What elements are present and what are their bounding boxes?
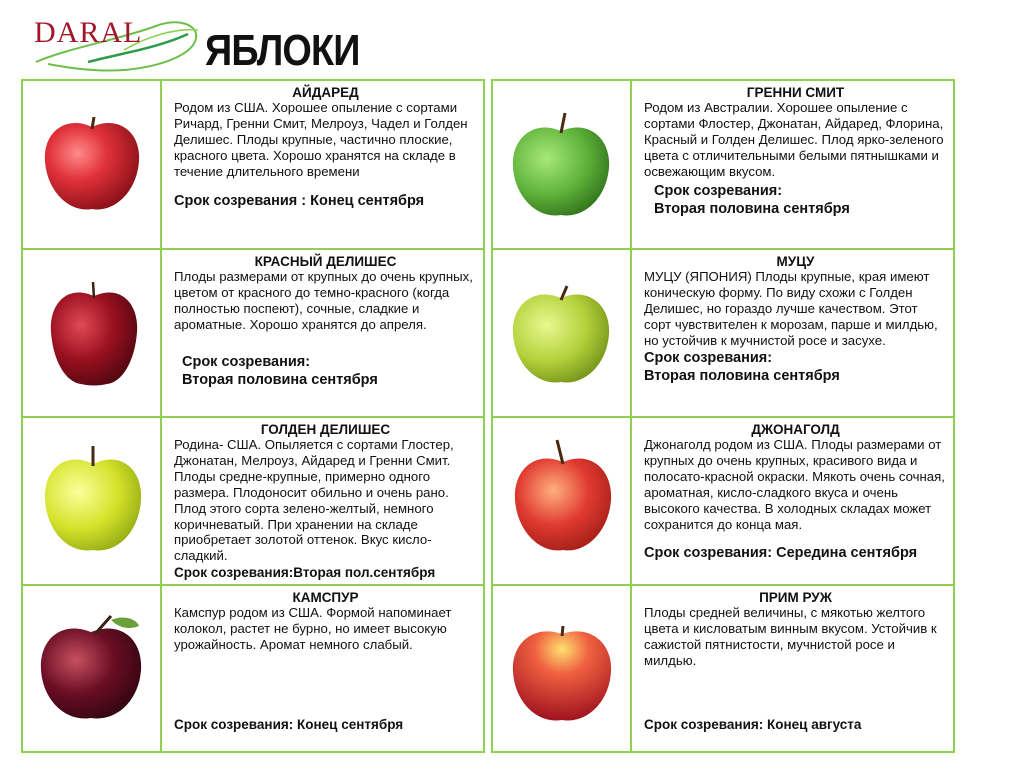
variety-text <box>164 250 483 416</box>
ripening-period: Срок созревания: <box>182 353 311 370</box>
ripening-period-detail: Вторая половина сентября <box>644 367 840 384</box>
red-delicious-apple-image <box>39 276 149 394</box>
variety-name: МУЦУ <box>776 254 815 269</box>
ripening-period-detail: Вторая половина сентября <box>654 200 850 217</box>
variety-card-red-delicious <box>23 250 483 416</box>
brand-logo <box>28 10 203 76</box>
variety-text <box>634 250 953 416</box>
variety-card-jonagold <box>493 418 953 584</box>
ripening-period: Срок созревания: <box>644 349 773 366</box>
logo-wordmark: DARAL <box>34 16 143 49</box>
variety-description: Плоды размерами от крупных до очень крупных, цветом от красного до темно-красного (когда полностью поспеют), сочные, сладкие и ароматные. Хорошо хранятся до апреля. <box>174 269 473 332</box>
variety-description: Родом из Австралии. Хорошее опыление с сортами Флостер, Джонатан, Айдаред, Флорина, Красный и Голден Делишес. Плод ярко-зеленого цвета с отличительными белыми пятнышками и освежающим вкусом. <box>644 100 944 179</box>
variety-card-granny-smith <box>493 81 953 248</box>
variety-text <box>164 418 483 584</box>
variety-name: КРАСНЫЙ ДЕЛИШЕС <box>254 254 397 269</box>
variety-description: МУЦУ (ЯПОНИЯ) Плоды крупные, края имеют коническую форму. По виду схожи с Голден Делишес, но гораздо лучше качеством. Этот сорт чувствителен к морозам, парше и милдью, но устойчив к мучнистой росе и засухе. <box>644 269 938 348</box>
variety-description: Джонаголд родом из США. Плоды размерами от крупных до очень крупных, красивого вида и полосато-красной окраски. Мякоть очень сочная, ароматная, кисло-сладкого вкуса и очень высокого качества. В холодных складах может сохранится до конца мая. <box>644 437 945 532</box>
camspur-apple-image <box>33 612 151 730</box>
apple-image-cell <box>23 250 162 416</box>
variety-name: АЙДАРЕД <box>292 85 359 100</box>
apple-image-cell <box>493 418 632 584</box>
golden-delicious-apple-image <box>35 440 151 560</box>
variety-description: Плоды средней величины, с мякотью желтого цвета и кисловатым винным вкусом. Устойчив к сажистой пятнистости, мучнистой росе и милдью. <box>644 605 937 668</box>
variety-description: Родом из США. Хорошее опыление с сортами Ричард, Гренни Смит, Мелроуз, Чадел и Голден Делишес. Плоды крупные, частично плоские, красного цвета. Хорошо хранятся на складе в течение длительного времени <box>174 100 468 179</box>
variety-text <box>164 81 483 248</box>
ripening-period-detail: Вторая половина сентября <box>182 371 378 388</box>
variety-card-idared <box>23 81 483 248</box>
ripening-period: Срок созревания: Конец сентября <box>174 717 404 732</box>
variety-text <box>164 586 483 751</box>
page-title: ЯБЛОКИ <box>205 26 360 75</box>
apple-image-cell <box>493 586 632 751</box>
variety-card-prim-rouge <box>493 586 953 751</box>
variety-name: КАМСПУР <box>292 590 359 605</box>
jonagold-apple-image <box>505 436 621 560</box>
variety-name: ПРИМ РУЖ <box>759 590 832 605</box>
variety-name: ГРЕННИ СМИТ <box>746 85 845 100</box>
granny-smith-apple-image <box>505 109 617 223</box>
variety-name: ДЖОНАГОЛД <box>751 422 840 437</box>
apple-image-cell <box>493 81 632 248</box>
variety-text <box>634 586 953 751</box>
variety-description: Родина- США. Опыляется с сортами Глостер, Джонатан, Мелроуз, Айдаред и Гренни Смит. Плоды средне-крупные, примерно одного размера. Плодоносит обильно и очень рано. Плод этого сорта зелено-желтый, немного коричневатый. При хранении на складе приобретает золотой оттенок. Вкус кисло-сладкий. <box>174 437 454 564</box>
variety-card-golden-delicious <box>23 418 483 584</box>
ripening-period: Срок созревания: <box>654 182 783 199</box>
variety-description: Камспур родом из США. Формой напоминает колокол, растет не бурно, но имеет высокую урожайность. Аромат немного слабый. <box>174 605 452 652</box>
variety-name: ГОЛДЕН ДЕЛИШЕС <box>260 422 391 437</box>
ripening-period: Срок созревания: Середина сентября <box>644 545 918 562</box>
variety-card-camspur <box>23 586 483 751</box>
ripening-period: Срок созревания: Конец августа <box>644 717 862 732</box>
variety-text <box>634 81 953 248</box>
variety-text <box>634 418 953 584</box>
apple-image-cell <box>23 586 162 751</box>
left-column <box>21 79 485 753</box>
ripening-period: Срок созревания:Вторая пол.сентября <box>174 565 436 581</box>
mutsu-apple-image <box>505 278 617 390</box>
apple-image-cell <box>23 81 162 248</box>
right-column <box>491 79 955 753</box>
variety-card-mutsu <box>493 250 953 416</box>
apple-image-cell <box>493 250 632 416</box>
ripening-period: Срок созревания : Конец сентября <box>174 192 425 209</box>
prim-rouge-apple-image <box>505 618 619 732</box>
apple-image-cell <box>23 418 162 584</box>
idared-apple-image <box>37 109 147 219</box>
